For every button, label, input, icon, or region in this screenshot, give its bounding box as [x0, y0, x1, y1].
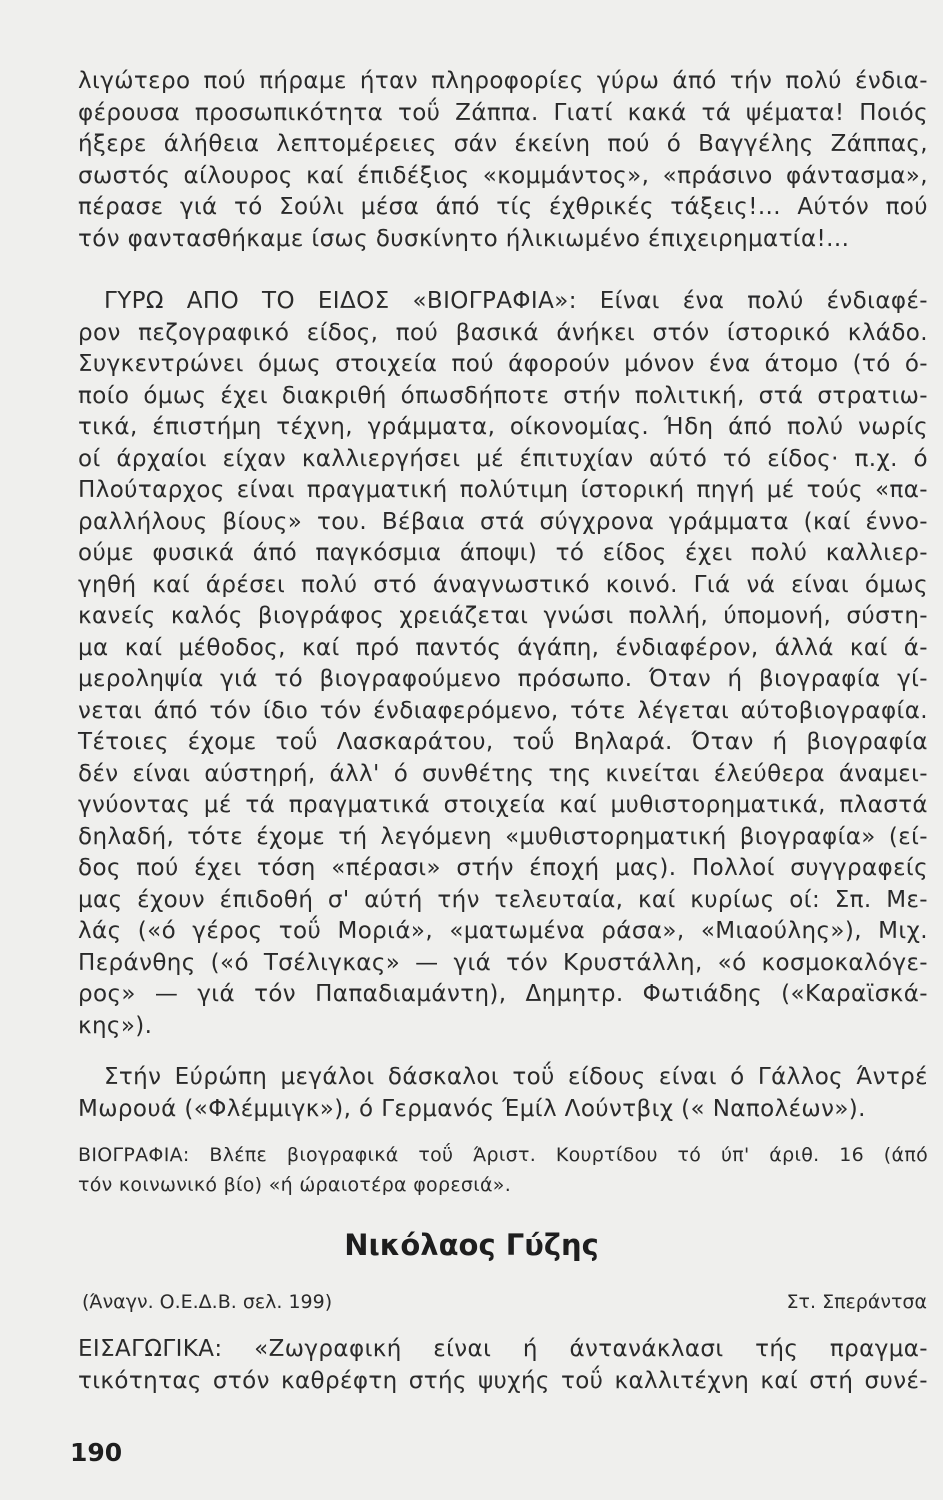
text-line: Μωρουά («Φλέμμιγκ»), ό Γερμανός Έμίλ Λούντβιχ (« Ναπολέων»). — [78, 1095, 866, 1122]
text-line: φέρουσα προσωπικότητα τοΰ Ζάππα. Γιατί κακά τά ψέματα! Ποιός — [78, 99, 928, 126]
text-line: νεται άπό τόν ίδιο τόν ένδιαφερόμενο, τότε λέγεται αύτοβιογραφία. — [78, 697, 928, 724]
paragraph-zappas — [78, 66, 928, 255]
text-line: δέν είναι αύστηρή, άλλ' ό συνθέτης της κινείται έλεύθερα άναμει- — [78, 760, 928, 787]
text-line: μεροληψία γιά τό βιογραφούμενο πρόσωπο. Όταν ή βιογραφία γί- — [78, 666, 928, 692]
text-line: δος πού έχει τόση «πέρασι» στήν έποχή μας). Πολλοί συγγραφείς — [78, 855, 928, 881]
text-line: γηθή καί άρέσει πολύ στό άναγνωστικό κοινό. Γιά νά είναι όμως — [78, 571, 928, 598]
text-line: ήξερε άλήθεια λεπτομέρειες σάν έκείνη πού ό Βαγγέλης Ζάππας, — [78, 131, 928, 157]
text-line: Πλούταρχος είναι πραγματική πολύτιμη ίστορική πηγή μέ τούς «πα- — [78, 477, 928, 503]
text-line: ρον πεζογραφικό είδος, πού βασικά άνήκει στόν ίστορικό κλάδο. — [78, 319, 928, 346]
paragraph-europe — [78, 1062, 928, 1125]
text-line: ΓΥΡΩ ΑΠΟ ΤΟ ΕΙΔΟΣ «ΒΙΟΓΡΑΦΙΑ»: Είναι ένα πολύ ένδιαφέ- — [104, 288, 928, 314]
text-line: λάς («ό γέρος τοΰ Μοριά», «ματωμένα ράσα», «Μιαούλης»), Μιχ. — [78, 918, 928, 944]
text-line: τικότητας στόν καθρέφτη στής ψυχής τοΰ καλλιτέχνη καί στή συνέ- — [78, 1367, 928, 1394]
text-line: σωστός αίλουρος καί έπιδέξιος «κομμάντος», «πράσινο φάντασμα», — [78, 162, 928, 189]
text-line: κης»). — [78, 1012, 153, 1039]
note-line: ΒΙΟΓΡΑΦΙΑ: Βλέπε βιογραφικά τοΰ Άριστ. Κουρτίδου τό ύπ' άριθ. 16 (άπό — [78, 1144, 928, 1166]
reference-row — [82, 1291, 927, 1313]
reference-source: (Άναγν. Ο.Ε.Δ.Β. σελ. 199) — [82, 1291, 333, 1313]
note-line: τόν κοινωνικό βίο) «ή ώραιοτέρα φορεσιά». — [78, 1174, 512, 1196]
paragraph-biography-genre — [78, 286, 928, 1042]
page-number: 190 — [70, 1438, 123, 1467]
text-line: Συγκεντρώνει όμως στοιχεία πού άφορούν μόνον ένα άτομο (τό ό- — [78, 351, 928, 377]
text-line: μα καί μέθοδος, καί πρό παντός άγάπη, ένδιαφέρον, άλλά καί ά- — [78, 634, 928, 661]
text-line: ποίο όμως έχει διακριθή όπωσδήποτε στήν πολιτική, στά στρατιω- — [78, 382, 928, 409]
text-line: Περάνθης («ό Τσέλιγκας» — γιά τόν Κρυστάλλη, «ό κοσμοκαλόγε- — [78, 949, 928, 976]
text-line: ραλλήλους βίους» του. Βέβαια στά σύγχρονα γράμματα (καί έννο- — [78, 508, 928, 535]
text-line: Στήν Εύρώπη μεγάλοι δάσκαλοι τοΰ είδους είναι ό Γάλλος Άντρέ — [104, 1064, 928, 1090]
text-line: ούμε φυσικά άπό παγκόσμια άποψι) τό είδος έχει πολύ καλλιερ- — [78, 540, 928, 566]
biography-note — [78, 1140, 928, 1200]
text-line: οί άρχαίοι είχαν καλλιεργήσει μέ έπιτυχίαν αύτό τό είδος· π.χ. ό — [78, 445, 928, 472]
text-line: Τέτοιες έχομε τοΰ Λασκαράτου, τοΰ Βηλαρά. Όταν ή βιογραφία — [78, 729, 928, 755]
text-line: γνύοντας μέ τά πραγματικά στοιχεία καί μυθιστορηματικά, πλαστά — [78, 792, 928, 818]
text-line: ρος» — γιά τόν Παπαδιαμάντη), Δημητρ. Φωτιάδης («Καραϊσκά- — [78, 981, 928, 1007]
text-line: δηλαδή, τότε έχομε τή λεγόμενη «μυθιστορηματική βιογραφία» (εί- — [78, 823, 928, 850]
text-line: λιγώτερο πού πήραμε ήταν πληροφορίες γύρω άπό τήν πολύ ένδια- — [78, 68, 928, 94]
text-line: κανείς καλός βιογράφος χρειάζεται γνώσι πολλή, ύπομονή, σύστη- — [78, 603, 928, 629]
section-title: Νικόλαος Γύζης — [344, 1228, 599, 1262]
text-line: ΕΙΣΑΓΩΓΙΚΑ: «Ζωγραφική είναι ή άντανάκλασι τής πραγμα- — [78, 1336, 928, 1362]
text-line: τικά, έπιστήμη τέχνη, γράμματα, οίκονομίας. Ήδη άπό πολύ νωρίς — [78, 414, 928, 440]
reference-author: Στ. Σπεράντσα — [786, 1291, 927, 1313]
text-line: πέρασε γιά τό Σούλι μέσα άπό τίς έχθρικές τάξεις!... Αύτόν πού — [78, 194, 928, 220]
paragraph-introduction — [78, 1334, 928, 1397]
text-line: μας έχουν έπιδοθή σ' αύτή τήν τελευταία, καί κυρίως οί: Σπ. Με- — [78, 886, 928, 913]
text-line: τόν φαντασθήκαμε ίσως δυσκίνητο ήλικιωμένο έπιχειρηματία!... — [78, 225, 850, 252]
